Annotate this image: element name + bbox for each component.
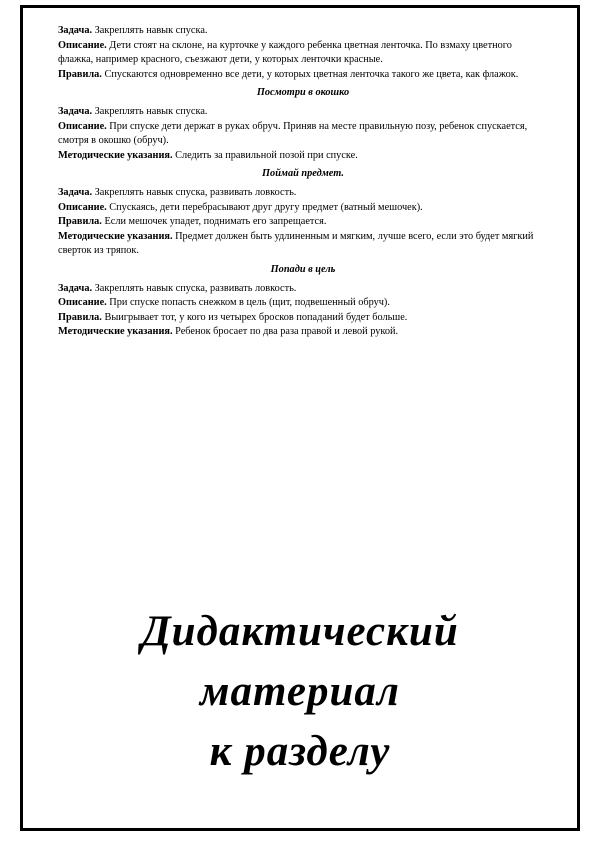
game-title: Попади в цель — [270, 263, 336, 275]
game-title: Посмотри в окошко — [256, 87, 350, 99]
game-task: Задача. Закреплять навык спуска. — [58, 105, 208, 117]
game-guidelines: Методические указания. Ребенок бросает по два раза правой и левой рукой. — [58, 326, 399, 338]
game-guidelines: Методические указания. Следить за правильной позой при спуске. — [58, 149, 358, 161]
game-rules: Правила. Выигрывает тот, у кого из четырех бросков попаданий будет больше. — [58, 311, 408, 323]
game-task: Задача. Закреплять навык спуска, развивать ловкость. — [58, 282, 297, 294]
intro-rules: Правила. Спускаются одновременно все дети, у которых цветная ленточка такого же цвета, как флажок. — [58, 68, 519, 80]
game-description: Описание. При спуске попасть снежком в цель (щит, подвешенный обруч). — [58, 297, 390, 309]
section-title-line: материал — [200, 668, 400, 715]
game-rules: Правила. Если мешочек упадет, поднимать его запрещается. — [58, 216, 327, 228]
intro-section — [58, 24, 548, 82]
section-title — [22, 602, 578, 782]
game-task: Задача. Закреплять навык спуска, развивать ловкость. — [58, 186, 297, 198]
section-title-line: к разделу — [209, 728, 391, 775]
game-section — [58, 263, 548, 340]
game-description: Описание. Спускаясь, дети перебрасывают друг другу предмет (ватный мешочек). — [58, 201, 423, 213]
game-section — [58, 167, 548, 259]
game-description: Описание. При спуске дети держат в руках обруч. Приняв на месте правильную позу, ребенок спускается, смотря в окошко (обруч). — [58, 120, 528, 147]
section-title-line: Дидактический — [141, 608, 459, 655]
game-section — [58, 86, 548, 163]
game-guidelines: Методические указания. Предмет должен быть удлиненным и мягким, лучше всего, если это будет мягкий сверток из тряпок. — [58, 230, 534, 257]
intro-task: Задача. Закреплять навык спуска. — [58, 25, 208, 36]
document-body — [58, 24, 548, 340]
intro-description: Описание. Дети стоят на склоне, на курточке у каждого ребенка цветная ленточка. По взмаху цветного флажка, например красного, съезжают дети, у которых ленточки красные. — [58, 39, 512, 66]
game-title: Поймай предмет. — [262, 168, 344, 180]
